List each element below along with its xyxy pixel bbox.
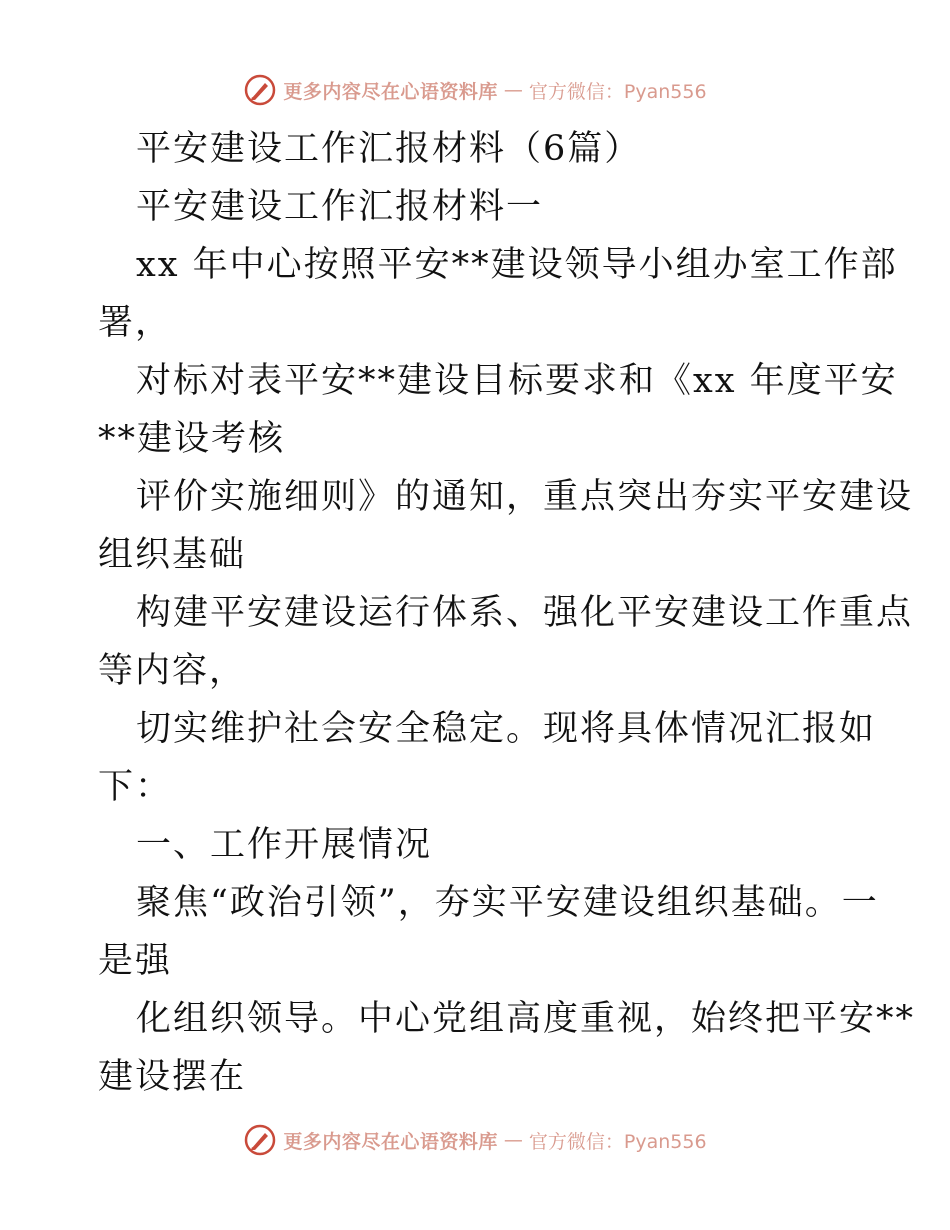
paragraph-line: 对标对表平安**建设目标要求和《xx 年度平安 — [136, 361, 898, 401]
watermark-brand: 更多内容尽在心语资料库 — [283, 80, 498, 103]
section-title: 平安建设工作汇报材料一 — [136, 187, 544, 227]
paragraph-line: 署， — [98, 303, 173, 343]
paragraph-line: 建设摆在 — [98, 1057, 247, 1097]
watermark-contact: 官方微信：Pyan556 — [528, 80, 707, 103]
quill-pen-circle-icon — [243, 73, 277, 107]
section-heading: 一、工作开展情况 — [136, 825, 433, 865]
watermark-contact: 官方微信：Pyan556 — [528, 1130, 707, 1153]
paragraph-line: 组织基础 — [98, 535, 247, 575]
paragraph-line: 化组织领导。中心党组高度重视，始终把平安** — [136, 999, 916, 1039]
watermark-separator: — — [503, 1129, 523, 1151]
paragraph-line: 下： — [98, 767, 173, 807]
paragraph-line: 评价实施细则》的通知，重点突出夯实平安建设 — [136, 477, 914, 517]
quill-pen-circle-icon — [243, 1123, 277, 1157]
footer-watermark — [0, 1120, 950, 1160]
paragraph-line: 等内容， — [98, 651, 247, 691]
document-title: 平安建设工作汇报材料（6篇） — [136, 129, 642, 169]
paragraph-line: 切实维护社会安全稳定。现将具体情况汇报如 — [136, 709, 877, 749]
watermark-separator: — — [503, 79, 523, 101]
document-body — [98, 120, 916, 1106]
header-watermark — [0, 70, 950, 110]
paragraph-line: 聚焦“政治引领”，夯实平安建设组织基础。一 — [136, 883, 879, 923]
paragraph-line: xx 年中心按照平安**建设领导小组办室工作部 — [136, 245, 898, 285]
paragraph-line: 是强 — [98, 941, 173, 981]
paragraph-line: **建设考核 — [98, 419, 286, 459]
watermark-brand: 更多内容尽在心语资料库 — [283, 1130, 498, 1153]
paragraph-line: 构建平安建设运行体系、强化平安建设工作重点 — [136, 593, 914, 633]
